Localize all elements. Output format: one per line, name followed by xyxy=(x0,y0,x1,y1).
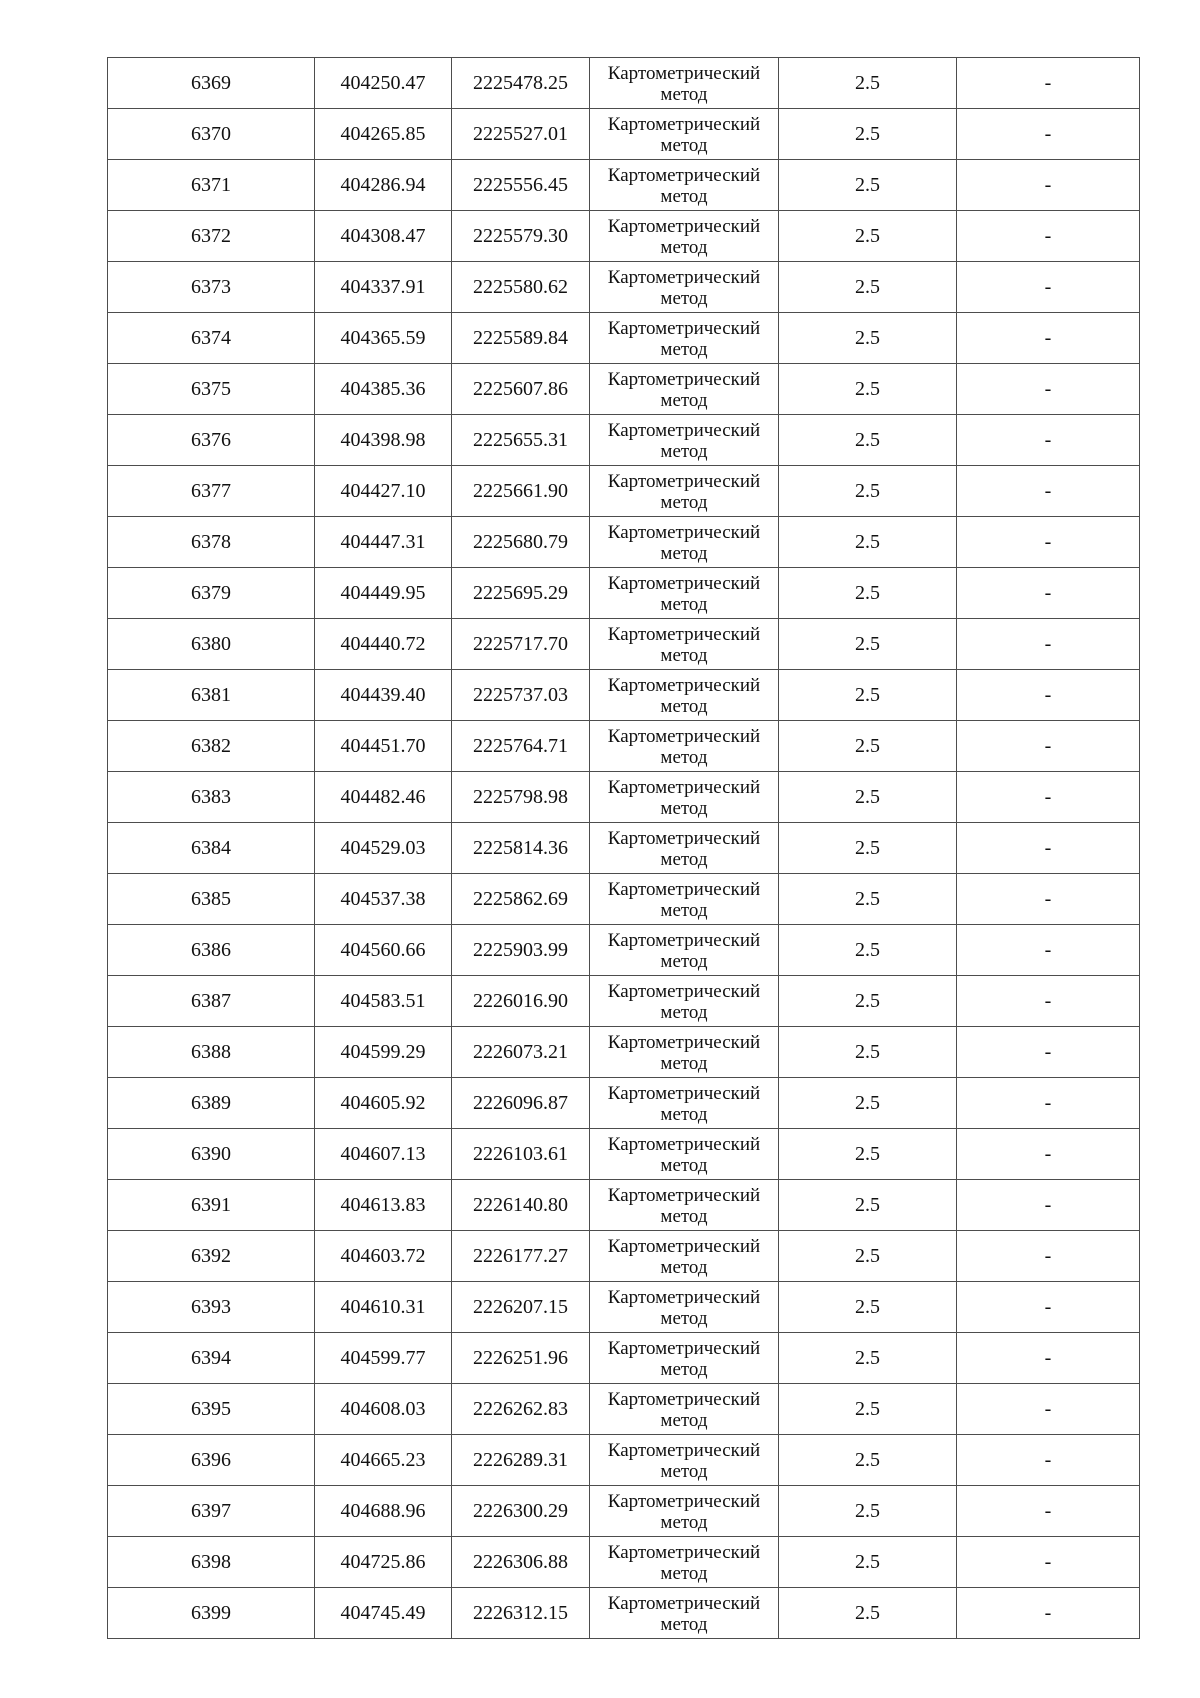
note-cell: - xyxy=(957,1384,1140,1435)
accuracy-cell: 2.5 xyxy=(779,415,957,466)
method-label-line2: метод xyxy=(660,899,708,921)
point-number-cell: 6373 xyxy=(108,262,315,313)
note-cell: - xyxy=(957,58,1140,109)
table-row xyxy=(108,1078,1140,1129)
method-label-line2: метод xyxy=(660,1613,708,1635)
x-coordinate-cell: 404337.91 xyxy=(315,262,452,313)
y-coordinate-cell: 2225764.71 xyxy=(452,721,590,772)
method-label-line2: метод xyxy=(660,593,708,615)
accuracy-cell: 2.5 xyxy=(779,874,957,925)
y-coordinate-cell: 2226312.15 xyxy=(452,1588,590,1639)
accuracy-cell: 2.5 xyxy=(779,364,957,415)
x-coordinate-cell: 404599.77 xyxy=(315,1333,452,1384)
y-coordinate-cell: 2225655.31 xyxy=(452,415,590,466)
point-number-cell: 6374 xyxy=(108,313,315,364)
x-coordinate-cell: 404725.86 xyxy=(315,1537,452,1588)
note-cell: - xyxy=(957,1129,1140,1180)
method-label-line1: Картометрический xyxy=(607,470,761,492)
accuracy-cell: 2.5 xyxy=(779,1027,957,1078)
point-number-cell: 6381 xyxy=(108,670,315,721)
point-number-cell: 6388 xyxy=(108,1027,315,1078)
method-label-line1: Картометрический xyxy=(607,1286,761,1308)
y-coordinate-cell: 2225607.86 xyxy=(452,364,590,415)
point-number-cell: 6393 xyxy=(108,1282,315,1333)
table-row xyxy=(108,1129,1140,1180)
x-coordinate-cell: 404265.85 xyxy=(315,109,452,160)
method-cell xyxy=(590,1027,779,1078)
method-cell xyxy=(590,925,779,976)
x-coordinate-cell: 404385.36 xyxy=(315,364,452,415)
accuracy-cell: 2.5 xyxy=(779,568,957,619)
y-coordinate-cell: 2225814.36 xyxy=(452,823,590,874)
y-coordinate-cell: 2226096.87 xyxy=(452,1078,590,1129)
method-cell xyxy=(590,1282,779,1333)
x-coordinate-cell: 404451.70 xyxy=(315,721,452,772)
method-label-line1: Картометрический xyxy=(607,623,761,645)
y-coordinate-cell: 2226251.96 xyxy=(452,1333,590,1384)
method-label-line2: метод xyxy=(660,440,708,462)
method-label-line2: метод xyxy=(660,1103,708,1125)
point-number-cell: 6389 xyxy=(108,1078,315,1129)
method-label-line1: Картометрический xyxy=(607,878,761,900)
x-coordinate-cell: 404613.83 xyxy=(315,1180,452,1231)
point-number-cell: 6370 xyxy=(108,109,315,160)
point-number-cell: 6371 xyxy=(108,160,315,211)
note-cell: - xyxy=(957,772,1140,823)
method-label-line1: Картометрический xyxy=(607,164,761,186)
method-label-line1: Картометрический xyxy=(607,1337,761,1359)
accuracy-cell: 2.5 xyxy=(779,466,957,517)
note-cell: - xyxy=(957,874,1140,925)
x-coordinate-cell: 404529.03 xyxy=(315,823,452,874)
method-cell xyxy=(590,976,779,1027)
table-row xyxy=(108,1537,1140,1588)
method-cell xyxy=(590,1078,779,1129)
table-row xyxy=(108,1384,1140,1435)
point-number-cell: 6399 xyxy=(108,1588,315,1639)
point-number-cell: 6380 xyxy=(108,619,315,670)
method-cell xyxy=(590,58,779,109)
x-coordinate-cell: 404608.03 xyxy=(315,1384,452,1435)
accuracy-cell: 2.5 xyxy=(779,1588,957,1639)
note-cell: - xyxy=(957,1078,1140,1129)
y-coordinate-cell: 2226103.61 xyxy=(452,1129,590,1180)
y-coordinate-cell: 2225680.79 xyxy=(452,517,590,568)
y-coordinate-cell: 2225903.99 xyxy=(452,925,590,976)
x-coordinate-cell: 404537.38 xyxy=(315,874,452,925)
x-coordinate-cell: 404449.95 xyxy=(315,568,452,619)
method-label-line2: метод xyxy=(660,1307,708,1329)
accuracy-cell: 2.5 xyxy=(779,262,957,313)
y-coordinate-cell: 2225478.25 xyxy=(452,58,590,109)
accuracy-cell: 2.5 xyxy=(779,313,957,364)
x-coordinate-cell: 404665.23 xyxy=(315,1435,452,1486)
note-cell: - xyxy=(957,160,1140,211)
point-number-cell: 6382 xyxy=(108,721,315,772)
accuracy-cell: 2.5 xyxy=(779,772,957,823)
y-coordinate-cell: 2225527.01 xyxy=(452,109,590,160)
method-label-line2: метод xyxy=(660,83,708,105)
method-label-line1: Картометрический xyxy=(607,266,761,288)
method-label-line2: метод xyxy=(660,1205,708,1227)
method-cell xyxy=(590,109,779,160)
x-coordinate-cell: 404603.72 xyxy=(315,1231,452,1282)
note-cell: - xyxy=(957,211,1140,262)
x-coordinate-cell: 404398.98 xyxy=(315,415,452,466)
x-coordinate-cell: 404599.29 xyxy=(315,1027,452,1078)
method-label-line2: метод xyxy=(660,1154,708,1176)
method-label-line2: метод xyxy=(660,644,708,666)
note-cell: - xyxy=(957,670,1140,721)
method-label-line2: метод xyxy=(660,491,708,513)
accuracy-cell: 2.5 xyxy=(779,517,957,568)
method-cell xyxy=(590,1231,779,1282)
table-row xyxy=(108,262,1140,313)
x-coordinate-cell: 404447.31 xyxy=(315,517,452,568)
method-label-line1: Картометрический xyxy=(607,1235,761,1257)
point-number-cell: 6378 xyxy=(108,517,315,568)
method-cell xyxy=(590,568,779,619)
method-cell xyxy=(590,1180,779,1231)
table-row xyxy=(108,1282,1140,1333)
point-number-cell: 6385 xyxy=(108,874,315,925)
method-label-line1: Картометрический xyxy=(607,1592,761,1614)
accuracy-cell: 2.5 xyxy=(779,976,957,1027)
method-label-line2: метод xyxy=(660,1511,708,1533)
accuracy-cell: 2.5 xyxy=(779,1435,957,1486)
method-label-line2: метод xyxy=(660,1358,708,1380)
table-row xyxy=(108,517,1140,568)
point-number-cell: 6375 xyxy=(108,364,315,415)
note-cell: - xyxy=(957,1537,1140,1588)
method-label-line2: метод xyxy=(660,848,708,870)
table-row xyxy=(108,466,1140,517)
note-cell: - xyxy=(957,823,1140,874)
point-number-cell: 6391 xyxy=(108,1180,315,1231)
method-cell xyxy=(590,1435,779,1486)
table-row xyxy=(108,58,1140,109)
method-cell xyxy=(590,415,779,466)
table-row xyxy=(108,823,1140,874)
point-number-cell: 6384 xyxy=(108,823,315,874)
point-number-cell: 6383 xyxy=(108,772,315,823)
method-label-line1: Картометрический xyxy=(607,419,761,441)
x-coordinate-cell: 404308.47 xyxy=(315,211,452,262)
method-label-line1: Картометрический xyxy=(607,725,761,747)
note-cell: - xyxy=(957,721,1140,772)
method-label-line1: Картометрический xyxy=(607,827,761,849)
note-cell: - xyxy=(957,568,1140,619)
method-cell xyxy=(590,466,779,517)
method-label-line1: Картометрический xyxy=(607,929,761,951)
y-coordinate-cell: 2225862.69 xyxy=(452,874,590,925)
note-cell: - xyxy=(957,1180,1140,1231)
y-coordinate-cell: 2226073.21 xyxy=(452,1027,590,1078)
accuracy-cell: 2.5 xyxy=(779,58,957,109)
method-label-line2: метод xyxy=(660,287,708,309)
point-number-cell: 6396 xyxy=(108,1435,315,1486)
x-coordinate-cell: 404607.13 xyxy=(315,1129,452,1180)
method-label-line1: Картометрический xyxy=(607,368,761,390)
x-coordinate-cell: 404605.92 xyxy=(315,1078,452,1129)
method-label-line1: Картометрический xyxy=(607,215,761,237)
table-body xyxy=(108,58,1140,1639)
x-coordinate-cell: 404439.40 xyxy=(315,670,452,721)
x-coordinate-cell: 404745.49 xyxy=(315,1588,452,1639)
y-coordinate-cell: 2225695.29 xyxy=(452,568,590,619)
point-number-cell: 6372 xyxy=(108,211,315,262)
y-coordinate-cell: 2226306.88 xyxy=(452,1537,590,1588)
method-label-line1: Картометрический xyxy=(607,1082,761,1104)
table-row xyxy=(108,364,1140,415)
point-number-cell: 6386 xyxy=(108,925,315,976)
method-cell xyxy=(590,721,779,772)
method-cell xyxy=(590,670,779,721)
accuracy-cell: 2.5 xyxy=(779,1231,957,1282)
table-row xyxy=(108,925,1140,976)
method-label-line2: метод xyxy=(660,236,708,258)
x-coordinate-cell: 404286.94 xyxy=(315,160,452,211)
point-number-cell: 6394 xyxy=(108,1333,315,1384)
point-number-cell: 6379 xyxy=(108,568,315,619)
table-row xyxy=(108,211,1140,262)
coordinates-table xyxy=(107,57,1140,1639)
method-label-line2: метод xyxy=(660,1562,708,1584)
table-row xyxy=(108,415,1140,466)
accuracy-cell: 2.5 xyxy=(779,670,957,721)
x-coordinate-cell: 404583.51 xyxy=(315,976,452,1027)
method-label-line1: Картометрический xyxy=(607,521,761,543)
accuracy-cell: 2.5 xyxy=(779,1180,957,1231)
x-coordinate-cell: 404365.59 xyxy=(315,313,452,364)
table-row xyxy=(108,1180,1140,1231)
method-cell xyxy=(590,874,779,925)
note-cell: - xyxy=(957,517,1140,568)
point-number-cell: 6395 xyxy=(108,1384,315,1435)
table-row xyxy=(108,313,1140,364)
method-cell xyxy=(590,1486,779,1537)
note-cell: - xyxy=(957,1486,1140,1537)
note-cell: - xyxy=(957,1027,1140,1078)
note-cell: - xyxy=(957,466,1140,517)
table-row xyxy=(108,670,1140,721)
method-cell xyxy=(590,1588,779,1639)
accuracy-cell: 2.5 xyxy=(779,1486,957,1537)
note-cell: - xyxy=(957,415,1140,466)
y-coordinate-cell: 2226140.80 xyxy=(452,1180,590,1231)
note-cell: - xyxy=(957,1333,1140,1384)
y-coordinate-cell: 2225798.98 xyxy=(452,772,590,823)
note-cell: - xyxy=(957,619,1140,670)
y-coordinate-cell: 2225661.90 xyxy=(452,466,590,517)
method-label-line1: Картометрический xyxy=(607,1490,761,1512)
point-number-cell: 6369 xyxy=(108,58,315,109)
accuracy-cell: 2.5 xyxy=(779,721,957,772)
point-number-cell: 6392 xyxy=(108,1231,315,1282)
x-coordinate-cell: 404250.47 xyxy=(315,58,452,109)
method-cell xyxy=(590,1537,779,1588)
table-row xyxy=(108,1588,1140,1639)
point-number-cell: 6387 xyxy=(108,976,315,1027)
x-coordinate-cell: 404688.96 xyxy=(315,1486,452,1537)
method-label-line2: метод xyxy=(660,1256,708,1278)
x-coordinate-cell: 404427.10 xyxy=(315,466,452,517)
note-cell: - xyxy=(957,1435,1140,1486)
note-cell: - xyxy=(957,1231,1140,1282)
note-cell: - xyxy=(957,1282,1140,1333)
table-row xyxy=(108,1486,1140,1537)
method-label-line1: Картометрический xyxy=(607,1541,761,1563)
method-label-line2: метод xyxy=(660,950,708,972)
accuracy-cell: 2.5 xyxy=(779,1333,957,1384)
note-cell: - xyxy=(957,313,1140,364)
table-row xyxy=(108,874,1140,925)
x-coordinate-cell: 404440.72 xyxy=(315,619,452,670)
y-coordinate-cell: 2225717.70 xyxy=(452,619,590,670)
y-coordinate-cell: 2226289.31 xyxy=(452,1435,590,1486)
method-cell xyxy=(590,517,779,568)
method-cell xyxy=(590,823,779,874)
y-coordinate-cell: 2226016.90 xyxy=(452,976,590,1027)
y-coordinate-cell: 2226177.27 xyxy=(452,1231,590,1282)
method-label-line2: метод xyxy=(660,542,708,564)
accuracy-cell: 2.5 xyxy=(779,160,957,211)
table-row xyxy=(108,1027,1140,1078)
y-coordinate-cell: 2225589.84 xyxy=(452,313,590,364)
method-label-line2: метод xyxy=(660,134,708,156)
table-row xyxy=(108,1333,1140,1384)
y-coordinate-cell: 2225556.45 xyxy=(452,160,590,211)
accuracy-cell: 2.5 xyxy=(779,1537,957,1588)
x-coordinate-cell: 404610.31 xyxy=(315,1282,452,1333)
point-number-cell: 6377 xyxy=(108,466,315,517)
y-coordinate-cell: 2226207.15 xyxy=(452,1282,590,1333)
accuracy-cell: 2.5 xyxy=(779,1078,957,1129)
accuracy-cell: 2.5 xyxy=(779,1129,957,1180)
method-label-line2: метод xyxy=(660,1052,708,1074)
y-coordinate-cell: 2225579.30 xyxy=(452,211,590,262)
y-coordinate-cell: 2226262.83 xyxy=(452,1384,590,1435)
method-label-line2: метод xyxy=(660,389,708,411)
x-coordinate-cell: 404482.46 xyxy=(315,772,452,823)
method-label-line1: Картометрический xyxy=(607,113,761,135)
accuracy-cell: 2.5 xyxy=(779,211,957,262)
method-cell xyxy=(590,262,779,313)
method-cell xyxy=(590,211,779,262)
method-cell xyxy=(590,772,779,823)
note-cell: - xyxy=(957,364,1140,415)
y-coordinate-cell: 2225737.03 xyxy=(452,670,590,721)
table-row xyxy=(108,568,1140,619)
method-label-line2: метод xyxy=(660,338,708,360)
point-number-cell: 6376 xyxy=(108,415,315,466)
method-cell xyxy=(590,313,779,364)
note-cell: - xyxy=(957,262,1140,313)
method-label-line1: Картометрический xyxy=(607,572,761,594)
note-cell: - xyxy=(957,109,1140,160)
method-cell xyxy=(590,1129,779,1180)
method-label-line1: Картометрический xyxy=(607,776,761,798)
note-cell: - xyxy=(957,976,1140,1027)
point-number-cell: 6397 xyxy=(108,1486,315,1537)
accuracy-cell: 2.5 xyxy=(779,1384,957,1435)
table-row xyxy=(108,1435,1140,1486)
note-cell: - xyxy=(957,925,1140,976)
accuracy-cell: 2.5 xyxy=(779,109,957,160)
table-row xyxy=(108,976,1140,1027)
accuracy-cell: 2.5 xyxy=(779,823,957,874)
method-label-line2: метод xyxy=(660,1409,708,1431)
method-label-line1: Картометрический xyxy=(607,1133,761,1155)
y-coordinate-cell: 2225580.62 xyxy=(452,262,590,313)
method-label-line1: Картометрический xyxy=(607,1439,761,1461)
note-cell: - xyxy=(957,1588,1140,1639)
method-cell xyxy=(590,1384,779,1435)
x-coordinate-cell: 404560.66 xyxy=(315,925,452,976)
method-cell xyxy=(590,160,779,211)
method-label-line1: Картометрический xyxy=(607,62,761,84)
method-label-line2: метод xyxy=(660,1001,708,1023)
table-row xyxy=(108,1231,1140,1282)
table-row xyxy=(108,721,1140,772)
method-label-line2: метод xyxy=(660,695,708,717)
method-label-line2: метод xyxy=(660,1460,708,1482)
accuracy-cell: 2.5 xyxy=(779,925,957,976)
table-row xyxy=(108,772,1140,823)
method-label-line2: метод xyxy=(660,797,708,819)
point-number-cell: 6398 xyxy=(108,1537,315,1588)
table-row xyxy=(108,619,1140,670)
method-label-line1: Картометрический xyxy=(607,1388,761,1410)
table-row xyxy=(108,109,1140,160)
method-label-line1: Картометрический xyxy=(607,674,761,696)
method-label-line2: метод xyxy=(660,746,708,768)
method-cell xyxy=(590,364,779,415)
y-coordinate-cell: 2226300.29 xyxy=(452,1486,590,1537)
point-number-cell: 6390 xyxy=(108,1129,315,1180)
accuracy-cell: 2.5 xyxy=(779,619,957,670)
method-label-line1: Картометрический xyxy=(607,1184,761,1206)
method-label-line1: Картометрический xyxy=(607,1031,761,1053)
table-row xyxy=(108,160,1140,211)
method-label-line1: Картометрический xyxy=(607,317,761,339)
method-cell xyxy=(590,1333,779,1384)
method-cell xyxy=(590,619,779,670)
method-label-line2: метод xyxy=(660,185,708,207)
accuracy-cell: 2.5 xyxy=(779,1282,957,1333)
method-label-line1: Картометрический xyxy=(607,980,761,1002)
